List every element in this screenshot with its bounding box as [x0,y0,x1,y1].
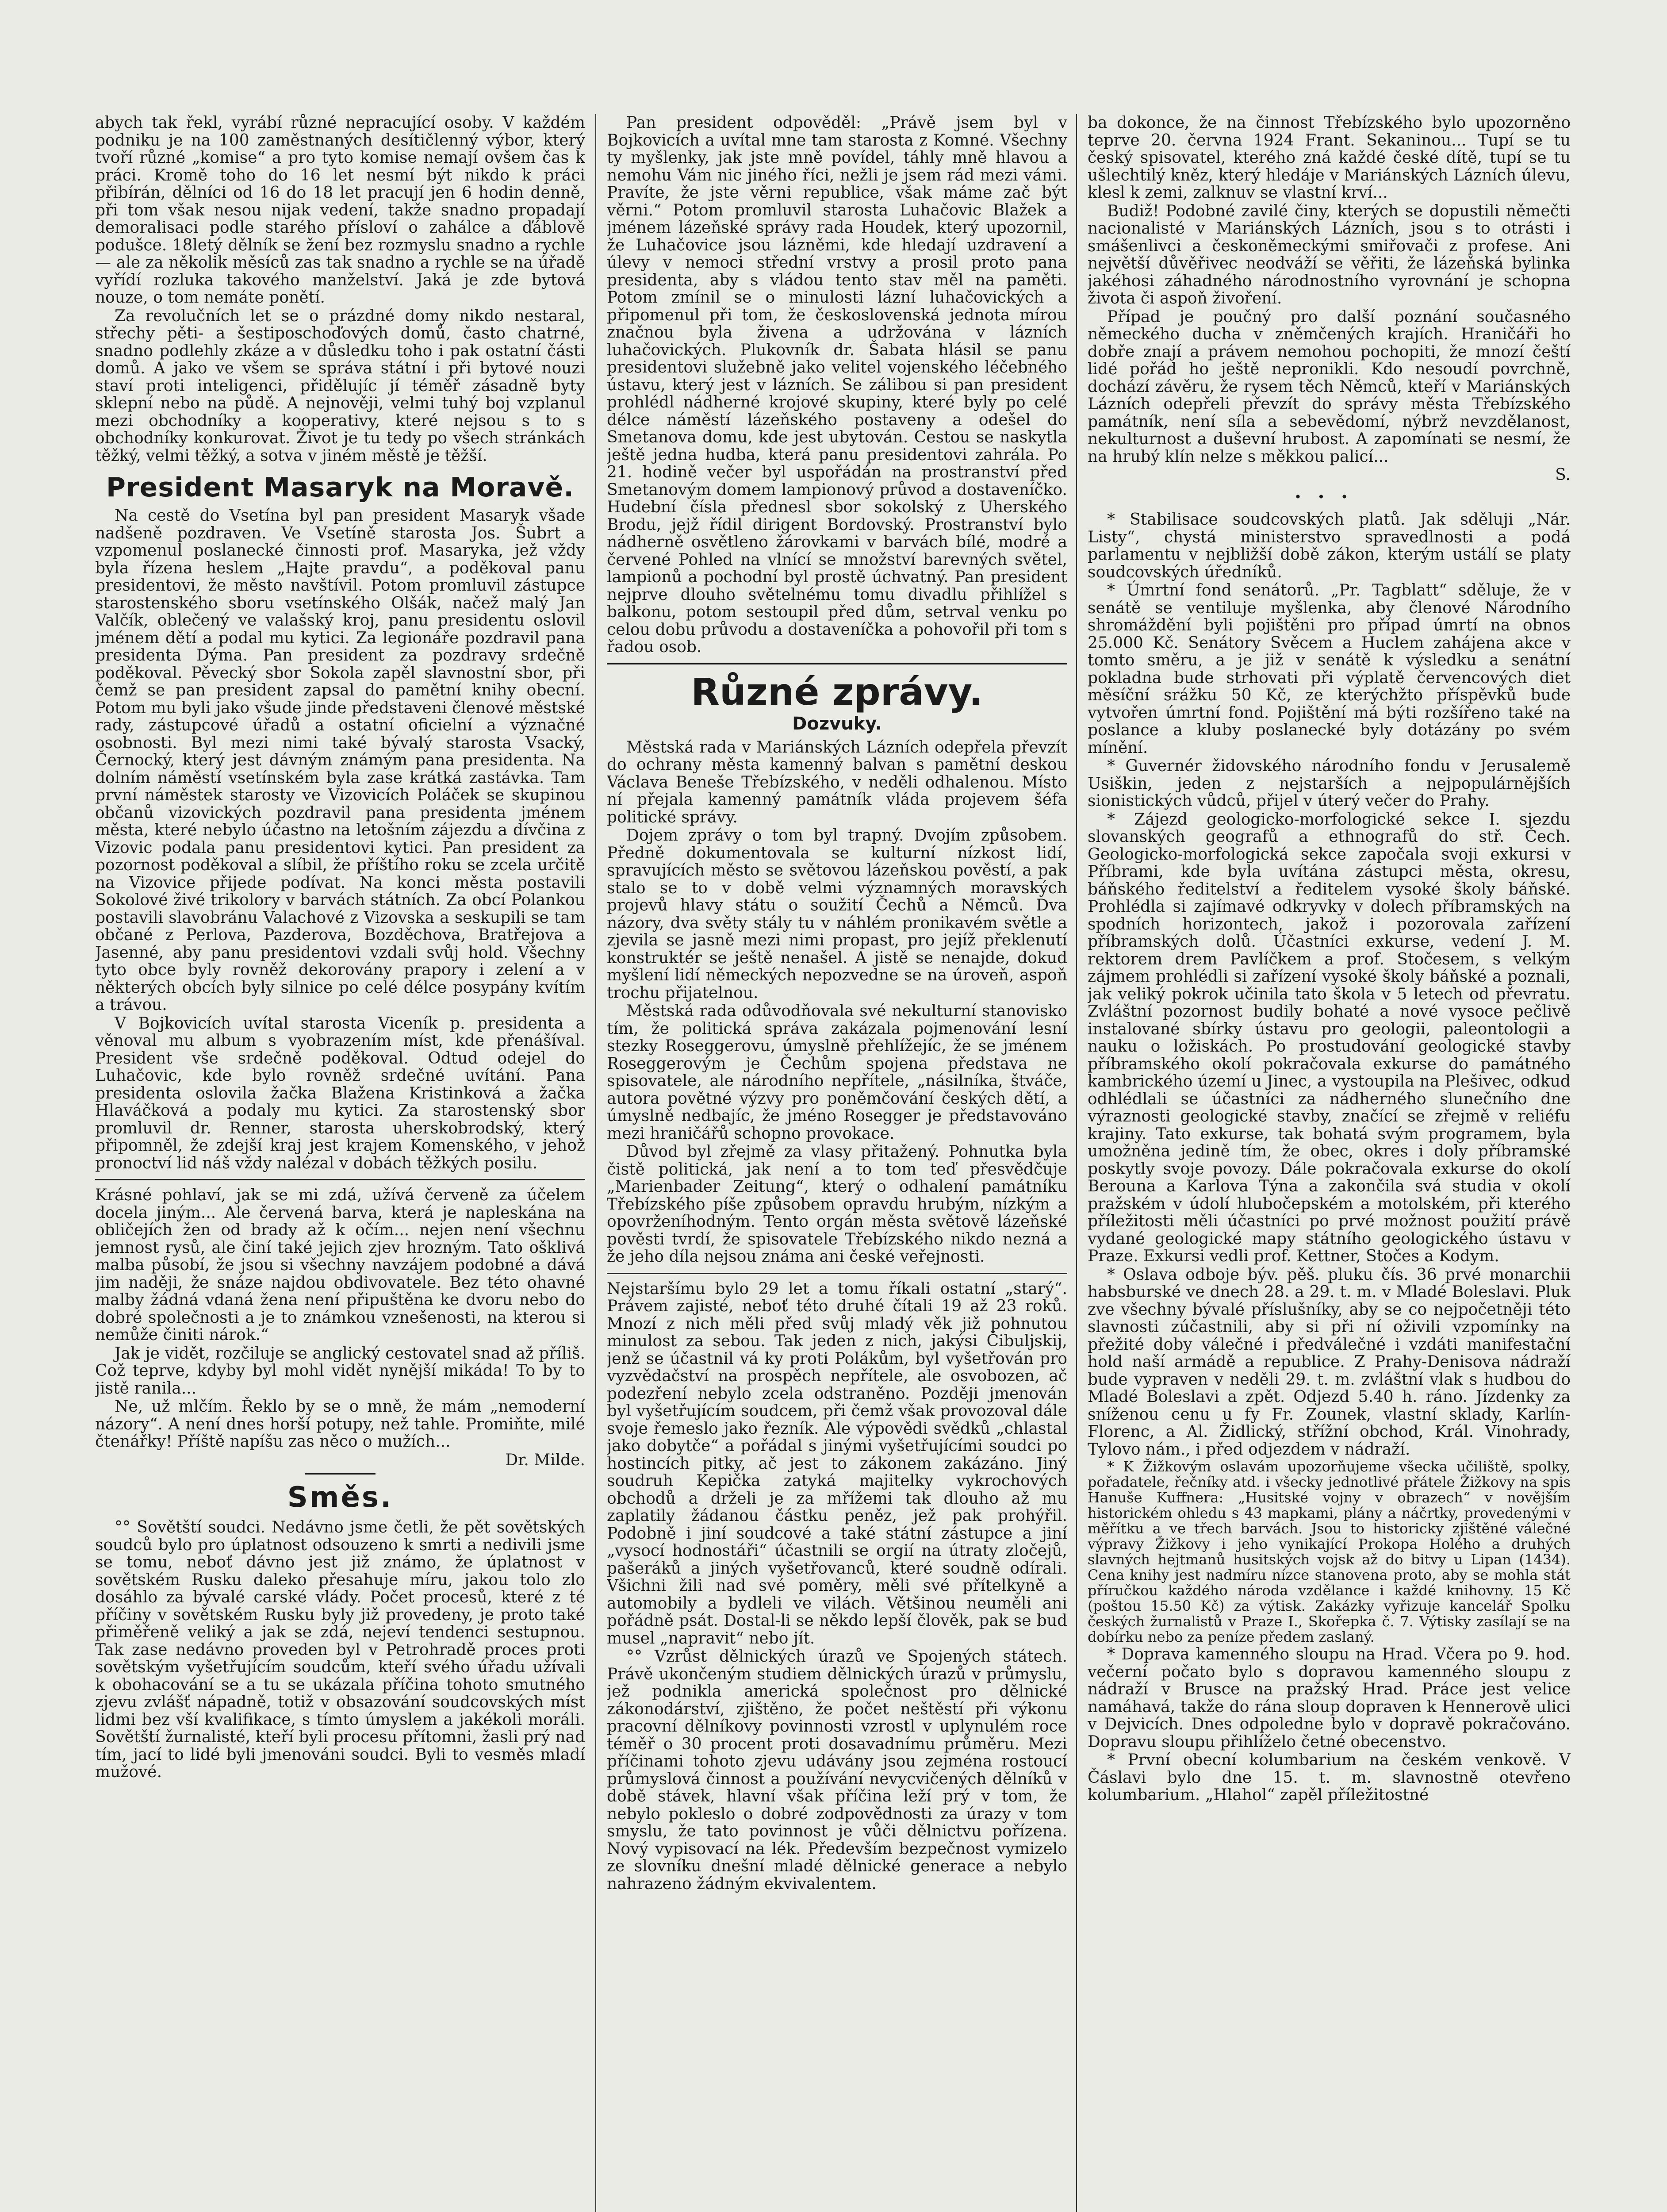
section-divider [95,1179,585,1180]
news-item: * Stabilisace soudcovských platů. Jak sděluji „Nár. Listy“, chystá ministerstvo spravedlnosti a podá parlamentu v nejbližší době zákon, kterým ustálí se platy soudcovských úředníků. [1088,511,1571,581]
headline-masaryk: President Masaryk na Moravě. [106,472,575,503]
column-left [95,114,585,2212]
column-middle [607,114,1067,2212]
news-item: * Zájezd geologicko-morfologické sekce I. sjezdu slovanských geografů a ethnografů do stř. Čech. Geologicko-morfologická sekce započala svoji exkursi v Příbrami, kde byla uvítána zástupci města, okresu, báňského ředitelství a ředitelem vysoké školy báňské. Prohlédla si zajímavé odkryvky v dolech příbramských na spodních horizontech, jakož i pozorovala zařízení příbramských dolů. Účastníci exkurse, vedení J. M. rektorem drem Pavlíčkem a prof. Stočesem, s velkým zájmem prohlédli si zařízení vysoké školy báňské a poznali, jak veliký pokrok učinila tato škola v 5 letech od převratu. Zvláštní pozornost budily bohaté a nové vysoce pečlivě instalované sbírky ústavu pro geologii, paleontologii a nauku o ložiskách. Po prostudování geologické stavby příbramského okolí pokračovala exkurse do památného kambrického území u Jinec, a vystoupila na Plešivec, odkud odhlédlali se účastníci za nádherného slunečního dne výraznosti geologické stavby, značící se zřejmě v reliéfu krajiny. Tato exkurse, tak bohatá svým programem, byla umožněna jedině tím, že obec, okres i doly příbramské poskytly svoje povozy. Dále pokračovala exkurse do okolí Berouna a Karlova Týna a zakončila svá studia v okolí pražském v údolí hlubočepském a motolském, při kterého příležitosti měli účastníci po prvé možnost použití právě vydané geologické mapy státního geologického ústavu v Praze. Exkursi vedli prof. Kettner, Stočes a Kodym. [1088,810,1571,1265]
article-text: V Bojkovicích uvítal starosta Viceník p. presidenta a věnoval mu album s vyobrazením míst, kde přenášíval. President vše srdečně poděkoval. Odtud odejel do Luhačovic, kde bylo rovněž srdečné uvítání. Pana presidenta oslovila žačka Blažena Kristinková a žačka Hlaváčková a podaly mu kytici. Za starostenský sbor promluvil dr. Renner, starosta uherskobrodský, který připomněl, že zdejší kraj jest krajem Komenského, v jehož pronoctví lid náš vždy nalézal v dobách těžkých posilu. [95,1014,585,1172]
column-divider [595,114,596,2212]
article-text: Na cestě do Vsetína byl pan president Masaryk všade nadšeně pozdraven. Ve Vsetíně starosta Jos. Šubrt a vzpomenul poslanecké činnosti prof. Masaryka, jež vždy byla řízena heslem „Hajte pravdu“, a poděkoval panu presidentovi, že město navštívil. Potom promluvil zástupce starostenského sboru vsetínského Olšák, načež malý Jan Valčík, oblečený ve valašský kroj, panu presidentu oslovil jménem dětí a podal mu kytici. Za legionáře pozdravil pana presidenta Dýma. Pan president za pozdravy srdečně poděkoval. Pěvecký sbor Sokola zapěl slavnostní sbor, při čemž se pan president zapsal do pamětní knihy obecní. Potom mu byli jako všude jinde představeni členové městské rady, zástupcové úřadů a ostatní oficielní a význačné osobnosti. Byl mezi nimi také bývalý starosta Vsacký, Černocký, který jest dávným známým pana presidenta. Na dolním náměstí vsetínském byla zase krátká zastávka. Tam první náměstek starosty ve Vizovicích Poláček se skupinou občanů vizovických pozdravil pana presidenta jménem města, které nebylo účastno na letošním zájezdu a dívčina z Vizovic podala panu presidentovi kytici. Pan president za pozornost poděkoval a slíbil, že příštího roku se zcela určitě na Vizovice přijede podívat. Na konci města postavili Sokolové živé trikolory v barvách státních. Za obcí Polankou postavili slavobránu Valachové z Vizovska a seskupili se tam občané z Perlova, Pazderova, Bozděchova, Bratřejova a Jasenné, aby panu presidentovi vzdali svůj hold. Všechny tyto obce byly rovněž dekorovány prapory i zelení a v některých obcích byly silnice po celé délce posypány kvítím a trávou. [95,507,585,1014]
news-item: * Úmrtní fond senátorů. „Pr. Tagblatt“ sděluje, že v senátě se ventiluje myšlenka, aby členové Národního shromáždění byli pojištěni pro případ úmrtí na obnos 25.000 Kč. Senátory Svěcem a Huclem zahájena akce v tomto směru, a je již v senátě k výsledku a senátní pokladna bude strhovati při výplatě červencových diet měsíční srážku 50 Kč, ze kterýchžto příspěvků bude vytvořen úmrtní fond. Pojištění má býti rozšířeno také na poslance a kluby poslanecké byly dotázány po svém mínění. [1088,581,1571,757]
article-text: ba dokonce, že na činnost Třebízského bylo upozorněno teprve 20. června 1924 Frant. Sekaninou... Tupí se tu český spisovatel, kterého zná každé české dítě, tupí se tu ušlechtilý kněz, který hledáje v Mariánských Lázních úlevu, klesl k zemi, zalknuv se vlastní krví... [1088,114,1571,202]
headline-ruzne-zpravy: Různé zprávy. [691,670,983,714]
news-item: * První obecní kolumbarium na českém venkově. V Čáslavi bylo dne 15. t. m. slavnostně otevřeno kolumbarium. „Hlahol“ zapěl příležitostné [1088,1751,1571,1804]
article-text: Za revolučních let se o prázdné domy nikdo nestaral, střechy pěti- a šestiposchoďových domů, často chatrné, snadno podlehly zkáze a v důsledku toho i pak ostatní části domů. A jako ve všem se správa státní i při bytové nouzi staví proti inteligenci, přidělujíc jí téměř zásadně byty sklepní nebo na půdě. A nejnověji, velmi tuhý boj vzplanul mezi obchodníky a kooperativy, které nejsou s to s obchodníky konkurovat. Život je tu tedy po všech stránkách těžký, velmi těžký, a sotva v jiném městě je těžší. [95,307,585,465]
article-text: Ne, už mlčím. Řeklo by se o mně, že mám „nemoderní názory“. A není dnes horší potupy, než tahle. Promiňte, milé čtenářky! Příště napíšu zas něco o mužích... [95,1398,585,1451]
article-text: Městská rada v Mariánských Lázních odepřela převzít do ochrany města kamenný balvan s pamětní deskou Václava Beneše Třebízského, v neděli odhalenou. Místo ní přejala kamenný památník vláda projevem šéfa politické správy. [607,738,1067,826]
column-divider [1076,114,1077,2212]
section-divider [607,663,1067,664]
article-text: °° Sovětští soudci. Nedávno jsme četli, že pět sovětských soudců bylo pro úplatnost odsouzeno k smrti a nedivili jsme se tomu, neboť dávno jest již známo, že úplatnost v sovětském Rusku daleko přesahuje míru, jakou tolo zlo dosáhlo za bývalé carské vlády. Počet procesů, které z té příčiny v sovětském Rusku byly již provedeny, je proto také přiměřeně veliký a jak se zdá, nejeví tendenci sestupnou. Tak zase nedávno proveden byl v Petrohradě proces proti sovětským vyšetřujícím soudcům, kteří svého úřadu užívali k obohacování se a tu se ukázala příčina tohoto smutného zjevu zvlášť nápadně, totiž v obsazování soudcovských míst lidmi bez vší kvalifikace, s tímto úmyslem a jakékoli moráli. Sovětští žurnalisté, kteří byli procesu přítomni, žasli prý nad tím, jací to lidé byli jmenováni soudci. Byli to vesměs mladí mužové. [95,1518,585,1781]
news-item: * Guvernér židovského národního fondu v Jerusalemě Usiškin, jeden z nejstarších a nejpopulárnějších sionistických vůdců, přijel v úterý večer do Prahy. [1088,757,1571,810]
article-text: Jak je vidět, rozčiluje se anglický cestovatel snad až příliš. Což teprve, kdyby byl mohl vidět nynější mikáda! To by to jistě ranila... [95,1344,585,1398]
article-text: Městská rada odůvodňovala své nekulturní stanovisko tím, že politická správa zakázala pojmenování lesní stezky Roseggerovu, úmyslně přehlížejíc, že se jménem Roseggerovým je Čechům spojena představa ne spisovatele, ale národního nepřítele, „násilníka, štváče, autora povětné výzvy pro poněmčování českých dětí, a úmyslně nedbajíc, že jméno Rosegger je představováno mezi hraničářů schopno provokace. [607,1002,1067,1143]
article-text: abych tak řekl, vyrábí různé nepracující osoby. V každém podniku je na 100 zaměstnaných desítičlenný výbor, který tvoří různé „komise“ a pro tyto komise nemají ovšem čas k práci. Kromě toho do 16 let nesmí být nikdo k práci přibírán, dělníci od 16 do 18 let pracují jen 6 hodin denně, při tom však nesou nijak vedení, takže snadno propadají demoralisaci podle starého přísloví o zahálce a ďáblově podušce. 18letý dělník se žení bez rozmyslu snadno a rychle — ale za několik měsíců zas tak snadno a rychle se na úřadě vyřídí rozluka takového manželství. Jaká je zde bytová nouze, o tom nemáte ponětí. [95,114,585,307]
article-text: Dojem zprávy o tom byl trapný. Dvojím způsobem. Předně dokumentovala se kulturní nízkost lidí, spravujících město se světovou lázeňskou pověstí, a pak stalo se to v době velmi významných moravských projevů hlavy státu o soužití Čechů a Němců. Dva názory, dva světy stály tu v náhlém pronikavém světle a zjevila se jasně mezi nimi propast, pro jejíž překlenutí konstruktér se ještě nenašel. A jistě se nenajde, dokud myšlení lidí německých nepozvedne se na úroveň, aspoň trochu přijatelnou. [607,826,1067,1002]
article-text: Důvod byl zřejmě za vlasy přitažený. Pohnutka byla čistě politická, jak není a to tom teď přesvědčuje „Marienbader Zeitung“, který o odhalení památníku Třebízského píše způsobem opravdu hrubým, nízkým a opovrženíhodným. Tento orgán města světově lázeňské pověsti tvrdí, že spisovatele Třebízského nikdo nezná a že jeho díla nejsou známa ani české veřejnosti. [607,1143,1067,1266]
author-signature: Dr. Milde. [505,1451,585,1469]
subheadline-dozvuky: Dozvuky. [792,713,882,734]
short-divider [305,1473,376,1475]
article-text: °° Vzrůst dělnických úrazů ve Spojených státech. Právě ukončeným studiem dělnických úrazů v průmyslu, jež podnikla americká společnost pro dělnické zákonodárství, zjištěno, že počet neštěstí při výkonu pracovní dělníkovy povinnosti vzrostl v uplynulém roce téměř o 30 procent proti dosavadnímu průměru. Mezi příčinami tohoto zjevu udávány jsou zejména rostoucí průmyslová činnost a používání nevycvičených dělníků v době stávek, hlavní však příčina leží prý v tom, že nebylo pokleslo o dobré zodpovědnosti za úrazy v tom smyslu, že tato povinnost je vůči dělnictvu pořízena. Nový vypisovací na lék. Především bezpečnost vymizelo ze slovníku dnešní mladé dělnické generace a nebylo nahrazeno žádným ekvivalentem. [607,1647,1067,1893]
author-signature: S. [1555,466,1571,484]
headline-smes: Směs. [287,1481,393,1514]
section-divider [607,1273,1067,1274]
column-right [1088,114,1571,2212]
article-text: Případ je poučný pro další poznání současného německého ducha v zněmčených krajích. Hraničáři ho dobře znají a právem nemohou pochopiti, že mnozí čeští lidé pořád ho ještě nepronikli. Kdo nesoudí povrchně, dochází závěru, že rysem těch Němců, kteří v Mariánských Lázních odepřeli převzít do správy města Třebízského památník, není síla a sebevědomí, nýbrž nevzdělanost, nekulturnost a duševní hrubost. A zapomínati se nesmí, že na hrubý klín nelze s měkkou palicí... [1088,307,1571,466]
news-item: * Doprava kamenného sloupu na Hrad. Včera po 9. hod. večerní počato bylo s dopravou kamenného sloupu z nádraží v Brusce na pražský Hrad. Práce jest velice namáhavá, takže do rána sloup dopraven k Hennerově ulici v Dejvicích. Dnes odpoledne bylo v dopravě pokračováno. Dopravu sloupu přihlíželo četné obecenstvo. [1088,1645,1571,1751]
article-text: Pan president odpověděl: „Právě jsem byl v Bojkovicích a uvítal mne tam starosta z Komné. Všechny ty myšlenky, jak jste mně povídel, táhly mně hlavou a nemohu Vám nic jiného říci, nežli je jsem rád mezi vámi. Pravíte, že jste věrni republice, však máme zač být věrni.“ Potom promluvil starosta Luhačovic Blažek a jménem lázeňské správy rada Houdek, který upozornil, že Luhačovice jsou lázněmi, kde hledají uzdravení a úlevy v nemoci střední vrstvy a prosil proto pana presidenta, aby s vládou tento stav měl na paměti. Potom zmínil se o minulosti lázní luhačovických a připomenul při tom, že československá jednota mírou značnou byla živena a udržována v lázních luhačovických. Plukovník dr. Šabata hlásil se panu presidentovi služebně jako velitel vojenského léčebného ústavu, který jest v lázních. Se zálibou si pan president prohlédl nádherné krojové skupiny, které byly po celé délce náměstí lázeňského postaveny a odešel do Smetanova domu, kde jest ubytován. Cestou se naskytla ještě jedna hudba, která panu presidentovi zahrála. Po 21. hodině večer byl uspořádán na prostranství před Smetanovým domem lampionový průvod a dostaveníčko. Hudební čísla přednesl sbor sokolský z Uherského Brodu, jejž řídil dirigent Bordovský. Prostranství bylo nádherně osvětleno žárovkami v barvách bílé, modré a červené Pohled na vlnící se množství barevných světel, lampionů a pochodní byl prostě úchvatný. Pan president nejprve dlouho světelnému tomu divadlu přihlížel s balkonu, potom sestoupil před dům, setrval venku po celou dobu průvodu a dostaveníčka a pohovořil při tom s řadou osob. [607,114,1067,656]
article-text: Nejstaršímu bylo 29 let a tomu říkali ostatní „starý“. Právem zajisté, neboť této druhé čítali 19 až 23 roků. Mnozí z nich měli před svůj mladý věk již pohnutou minulost za sebou. Tak jeden z nich, jakýsi Čibuljskij, jenž se účastnil vá ky proti Polákům, byl vyšetřován pro vyzvědačství na prospěch nepřítele, ale osvobozen, ač podezření nebylo zcela odstraněno. Později jmenován byl vyšetřujícím soudcem, při čemž však provozoval dále svoje řemeslo jako řezník. Ale výpovědi svědků „chlastal jako dobytče“ a pořádal s jinými vyšetřujícími soudci po hostincích pitky, ač jest to zákonem zakázáno. Jiný soudruh Kepička zatyká majitelky vykrochových obchodů a drželi je za mřížemi tak dlouho až mu zaplatily žádanou částku peněz, jež pak prohýřil. Podobně i jiní soudcové a také státní zástupce a jiní „vysocí hodnostáři“ účastnili se orgií na útraty zločejů, pašeráků a jiných vyšetřovanců, které soudně odírali. Všichni žili nad své poměry, měli své přítelkyně a automobily a bydleli ve vilách. Většinou neuměli ani pořádně psát. Dostal-li se někdo lepší člověk, pak se buď musel „napravit“ nebo jít. [607,1279,1067,1647]
star-separator: ••• [1294,489,1364,504]
news-item: * Oslava odboje býv. pěš. pluku čís. 36 prvé monarchii habsburské ve dnech 28. a 29. t. m. v Mladé Boleslavi. Pluk zve všechny bývalé příslušníky, aby se co nejpočetněji této slavnosti zúčastnili, aby si při ní oživili vzpomínky na přežité doby válečné i předválečné i vzdáti manifestační hold naší armádě a republice. Z Prahy-Denisova nádraží bude vypraven v neděli 29. t. m. zvláštní vlak s hudbou do Mladé Boleslavi a zpět. Odjezd 5.40 h. ráno. Jízdenky za sníženou cenu u fy Fr. Zounek, vlastní sklady, Karlín-Florenc, a Al. Židlický, střížní obchod, Král. Vinohrady, Tylovo nám., i před odjezdem v nádraží. [1088,1265,1571,1459]
article-text: Krásné pohlaví, jak se mi zdá, užívá červeně za účelem docela jiným... Ale červená barva, která je napleskána na obličejích žen od brady až k očím... nejen není všechnu jemnost rysů, ale činí také jejich zjev hrozným. Tato ošklivá malba působí, že jsou si všechny navzájem podobné a dává jim naději, že snáze najdou obdivovatele. Bez této ohavné malby žádná vdaná žena není připuštěna ke dvoru nebo do dobré společnosti a je to známkou vznešenosti, na kterou si nemůže činiti nárok.“ [95,1186,585,1344]
news-item: * K Žižkovým oslavám upozorňujeme všecka učiliště, spolky, pořadatele, řečníky atd. i všecky jednotlivé přátele Žižkovy na spis Hanuše Kuffnera: „Husitské vojny v obrazech“ v novějším historickém ohledu s 43 mapkami, plány a náčrtky, provedenými v měřítku a ve třech barvách. Jsou to historicky zjištěné válečné výpravy Žižkovy i jeho vynikající Prokopa Holého a druhých slavných hejtmanů husitských vojsk až do bitvy u Lipan (1434). Cena knihy jest nadmíru nízce stanovena proto, aby se mohla stát příručkou každého národa vzdělance i každé knihovny. 15 Kč (poštou 15.50 Kč) za výtisk. Zakázky vyřizuje kancelář Spolku českých žurnalistů v Praze I., Skořepka č. 7. Výtisky zasílají se na dobírku nebo za peníze předem zaslaný. [1088,1458,1571,1645]
article-text: Budiž! Podobné zavilé činy, kterých se dopustili němečti nacionalisté v Mariánských Lázních, jsou s to otrásti i smášenlivci a českoněmeckými smiřovači z profese. Ani největší důvěřivec neodváží se věřiti, že lázeňská bylinka jakéhosi záhadného národnostního vyrovnání je schopna života či aspoň živoření. [1088,202,1571,307]
